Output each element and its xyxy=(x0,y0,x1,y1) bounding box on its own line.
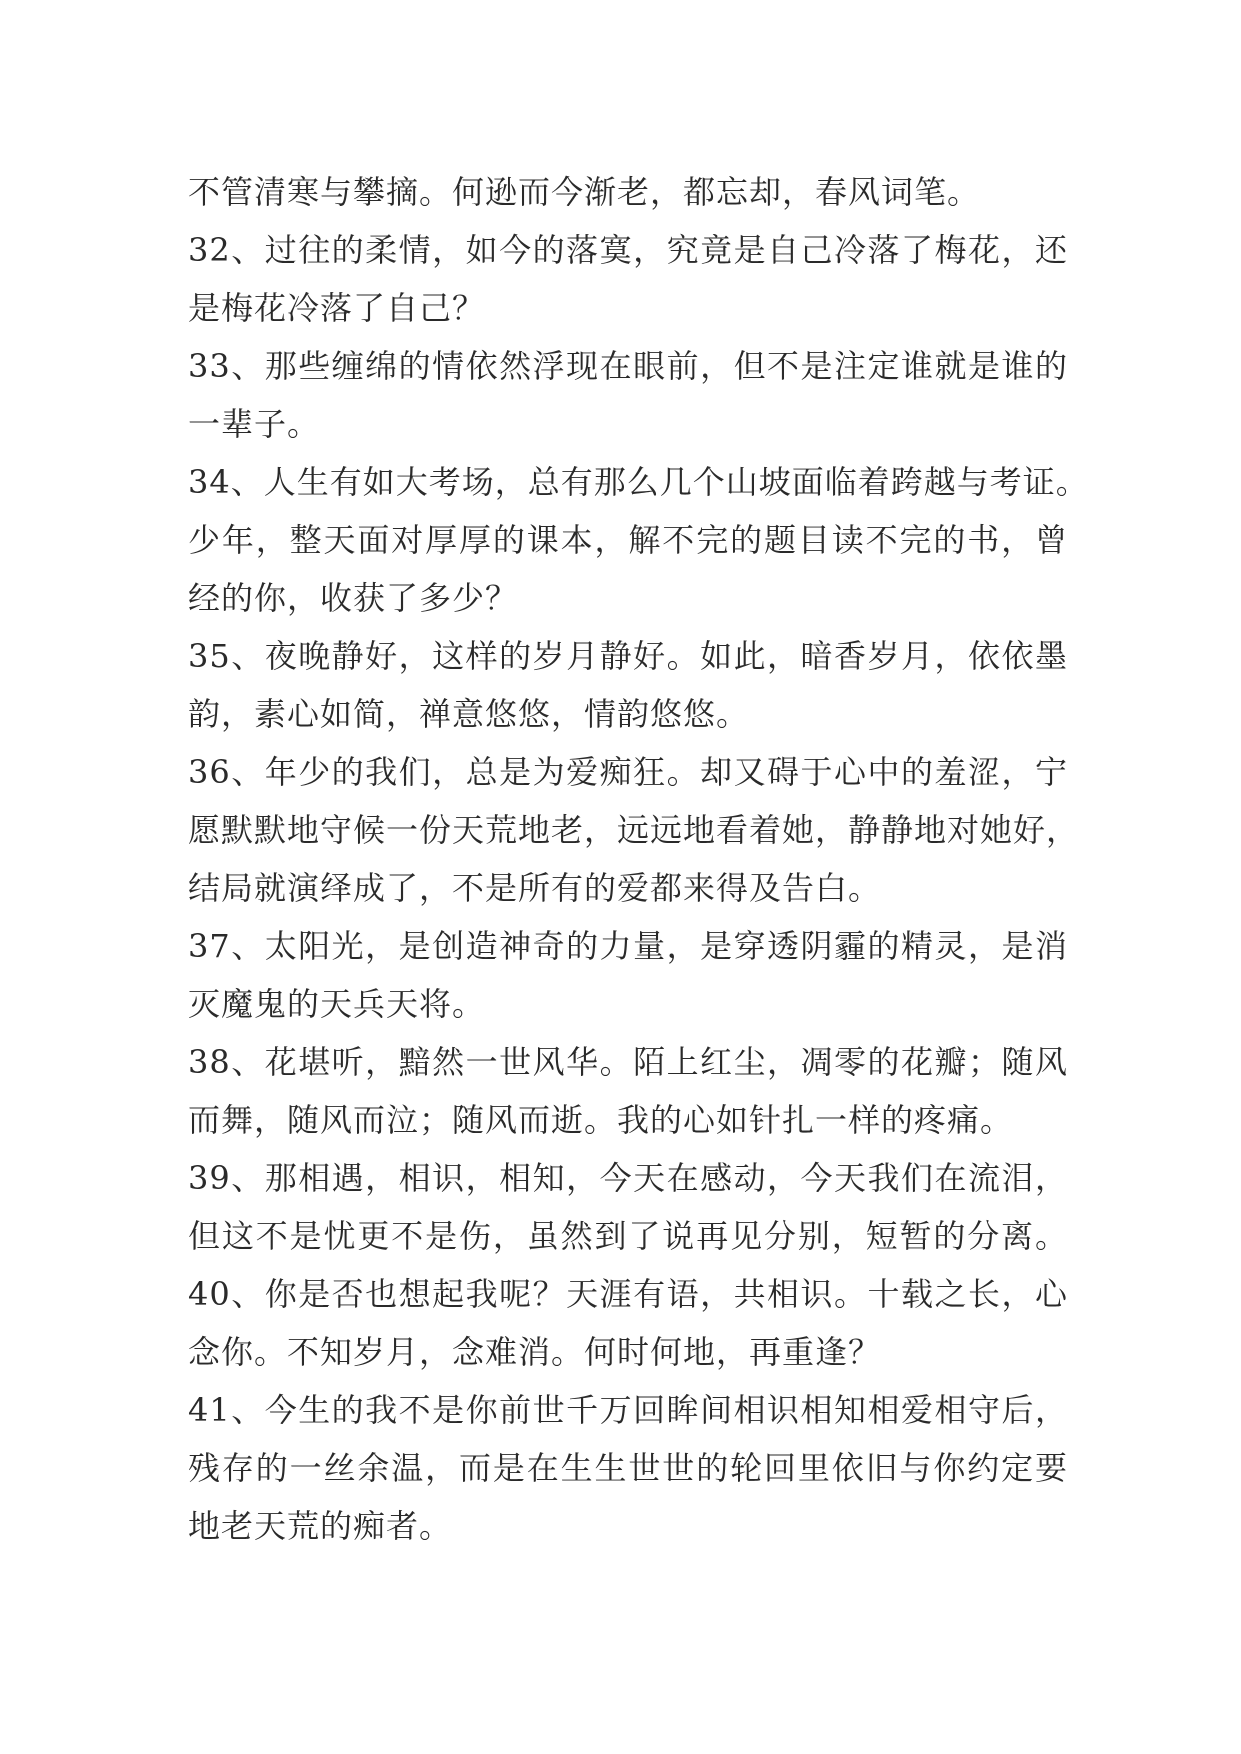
text-line: 40、你是否也想起我呢？天涯有语，共相识。十载之长，心 xyxy=(188,1275,1068,1313)
text-line: 32、过往的柔情，如今的落寞，究竟是自己冷落了梅花，还 xyxy=(188,231,1068,269)
text-line: 一辈子。 xyxy=(188,405,321,443)
text-line: 韵，素心如简，禅意悠悠，情韵悠悠。 xyxy=(188,695,750,733)
text-line: 灭魔鬼的天兵天将。 xyxy=(188,985,486,1023)
text-line: 35、夜晚静好，这样的岁月静好。如此，暗香岁月，依依墨 xyxy=(188,637,1068,675)
text-line: 愿默默地守候一份天荒地老，远远地看着她，静静地对她好， xyxy=(188,811,1080,849)
text-line: 残存的一丝余温，而是在生生世世的轮回里依旧与你约定要 xyxy=(188,1449,1068,1487)
text-line: 而舞，随风而泣；随风而逝。我的心如针扎一样的疼痛。 xyxy=(188,1101,1014,1139)
text-line: 36、年少的我们，总是为爱痴狂。却又碍于心中的羞涩，宁 xyxy=(188,753,1068,791)
text-line: 念你。不知岁月，念难消。何时何地，再重逢？ xyxy=(188,1333,882,1371)
text-line: 39、那相遇，相识，相知，今天在感动，今天我们在流泪， xyxy=(188,1159,1068,1197)
text-line: 经的你，收获了多少？ xyxy=(188,579,519,617)
text-line: 33、那些缠绵的情依然浮现在眼前，但不是注定谁就是谁的 xyxy=(188,347,1068,385)
text-line: 是梅花冷落了自己？ xyxy=(188,289,486,327)
text-line: 41、今生的我不是你前世千万回眸间相识相知相爱相守后， xyxy=(188,1391,1068,1429)
text-line: 34、人生有如大考场，总有那么几个山坡面临着跨越与考证。 xyxy=(188,463,1089,501)
text-line: 地老天荒的痴者。 xyxy=(188,1507,453,1545)
text-line: 38、花堪听，黯然一世风华。陌上红尘，凋零的花瓣；随风 xyxy=(188,1043,1068,1081)
text-line: 少年，整天面对厚厚的课本，解不完的题目读不完的书，曾 xyxy=(188,521,1068,559)
document-body xyxy=(188,163,1089,1555)
text-line: 结局就演绎成了，不是所有的爱都来得及告白。 xyxy=(188,869,882,907)
text-line: 但这不是忧更不是伤，虽然到了说再见分别，短暂的分离。 xyxy=(188,1217,1068,1255)
text-line: 不管清寒与攀摘。何逊而今渐老，都忘却，春风词笔。 xyxy=(188,173,981,211)
text-line: 37、太阳光，是创造神奇的力量，是穿透阴霾的精灵，是消 xyxy=(188,927,1068,965)
